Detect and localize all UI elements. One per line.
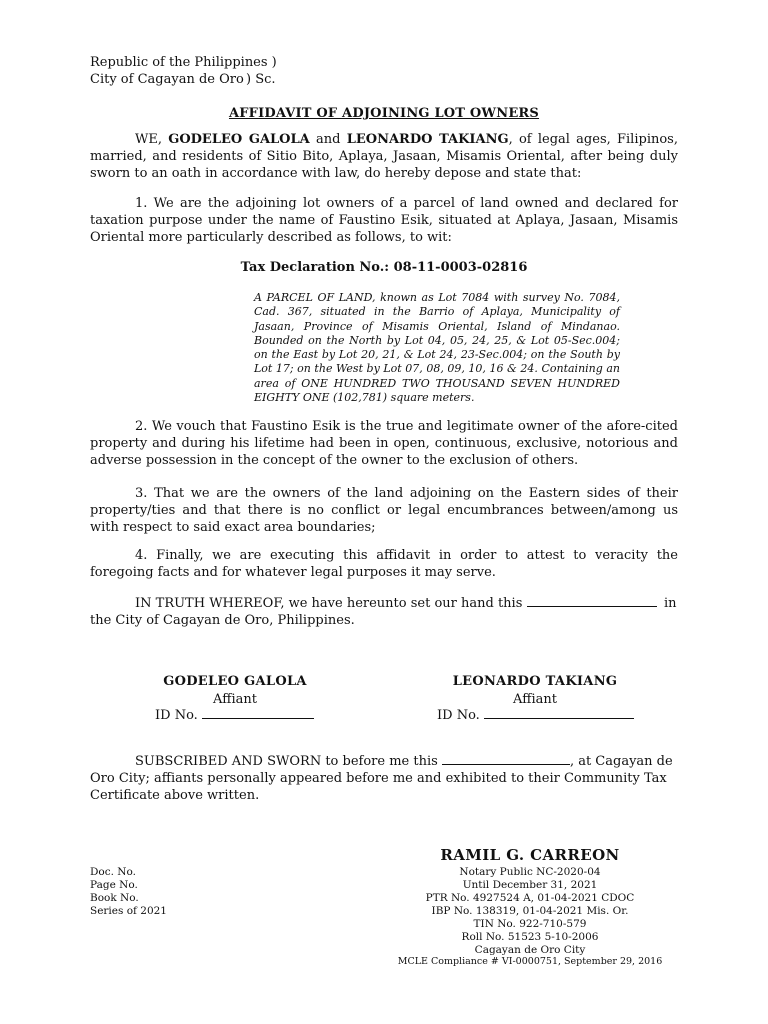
notary-commission: Notary Public NC-2020-04 [459,866,601,878]
signatory-2-id-blank [484,707,634,719]
notary-ibp: IBP No. 138319, 01-04-2021 Mis. Or. [431,905,629,917]
paragraph-4: 4. Finally, we are executing this affidavit in order to attest to veracity the foregoing facts and for whatever legal purposes it may serve. [90,548,678,580]
jurat-line1 [135,753,673,770]
notary-block [400,846,660,957]
doc-refs [90,866,167,918]
signatory-2-role: Affiant [513,692,557,707]
page-no: Page No. [90,879,138,891]
jurat-rest: Oro City; affiants personally appeared before me and exhibited to their Community Tax Certificate above written. [90,771,667,803]
truth-clause [135,595,657,612]
paragraph-1: 1. We are the adjoining lot owners of a parcel of land owned and declared for taxation purpose under the name of Faustino Esik, situated at Aplaya, Jasaan, Misamis Oriental more particularly described as follows, to wit: [90,196,678,245]
jurat-after: , at Cagayan de [569,754,673,769]
book-no: Book No. [90,892,139,904]
notary-ptr: PTR No. 4927524 A, 01-04-2021 CDOC [425,892,635,904]
jurat-before: SUBSCRIBED AND SWORN to before me this [135,754,438,769]
affiant-name-1: GODELEO GALOLA [168,132,310,147]
intro-rest: , of legal ages, Filipinos, married, and residents of Sitio Bito, Aplaya, Jasaan, Misamis Oriental, after being duly sworn to an oath in accordance with law, do hereby depose and state that: [90,132,678,181]
intro-and: and [316,132,341,147]
doc-no: Doc. No. [90,866,136,878]
series: Series of 2021 [90,905,167,917]
document-title: AFFIDAVIT OF ADJOINING LOT OWNERS [228,106,540,121]
notary-mcle: MCLE Compliance # VI-0000751, September 29, 2016 [397,956,663,967]
document-title-wrap [90,102,678,121]
signatory-1-id [155,707,314,724]
notary-details [400,866,660,957]
affiant-name-2: LEONARDO TAKIANG [346,132,509,147]
signatory-2-id-label: ID No. [437,708,480,723]
truth-line2: the City of Cagayan de Oro, Philippines. [90,613,355,628]
date-blank [527,595,657,607]
notary-name: RAMIL G. CARREON [440,846,620,864]
land-description: A PARCEL OF LAND, known as Lot 7084 with survey No. 7084, Cad. 367, situated in the Barrio of Aplaya, Municipality of Jasaan, Province of Misamis Oriental, Island of Mindanao. Bounded on the North by Lot 04, 05, 24, 25, & Lot 05-Sec.004; on the East by Lot 20, 21, & Lot 24, 23-Sec.004; on the South by Lot 17; on the West by Lot 07, 08, 09, 10, 16 & 24. Containing an area of ONE HUNDRED TWO THOUSAND SEVEN HUNDRED EIGHTY ONE (102,781) square meters. [254,291,620,405]
truth-before: IN TRUTH WHEREOF, we have hereunto set our hand this [135,596,523,611]
caption-city: City of Cagayan de Oro [90,72,244,87]
truth-after: in [664,596,677,611]
paragraph-3: 3. That we are the owners of the land adjoining on the Eastern sides of their property/ties and that there is no conflict or legal encumbrances between/among us with respect to said exact area boundaries; [90,486,678,535]
intro-we: WE, [135,132,162,147]
signatory-1-role: Affiant [213,692,257,707]
notary-until: Until December 31, 2021 [462,879,598,891]
signatory-1-id-label: ID No. [155,708,198,723]
intro-paragraph [90,131,678,182]
signatory-2-id [437,707,634,724]
signatory-1-name: GODELEO GALOLA [163,674,307,689]
signatory-1-id-blank [202,707,314,719]
notary-city: Cagayan de Oro City [474,944,586,956]
notary-roll: Roll No. 51523 5-10-2006 [461,931,599,943]
jurat-date-blank [442,753,570,765]
paragraph-2: 2. We vouch that Faustino Esik is the true and legitimate owner of the afore-cited property and during his lifetime had been in open, continuous, exclusive, notorious and adverse possession in the concept of the owner to the exclusion of others. [90,419,678,468]
caption-republic: Republic of the Philippines ) [90,55,277,70]
caption-sc: ) Sc. [246,72,276,87]
signatory-2-name: LEONARDO TAKIANG [452,674,618,689]
tax-declaration: Tax Declaration No.: 08-11-0003-02816 [240,260,528,275]
notary-tin: TIN No. 922-710-579 [473,918,587,930]
